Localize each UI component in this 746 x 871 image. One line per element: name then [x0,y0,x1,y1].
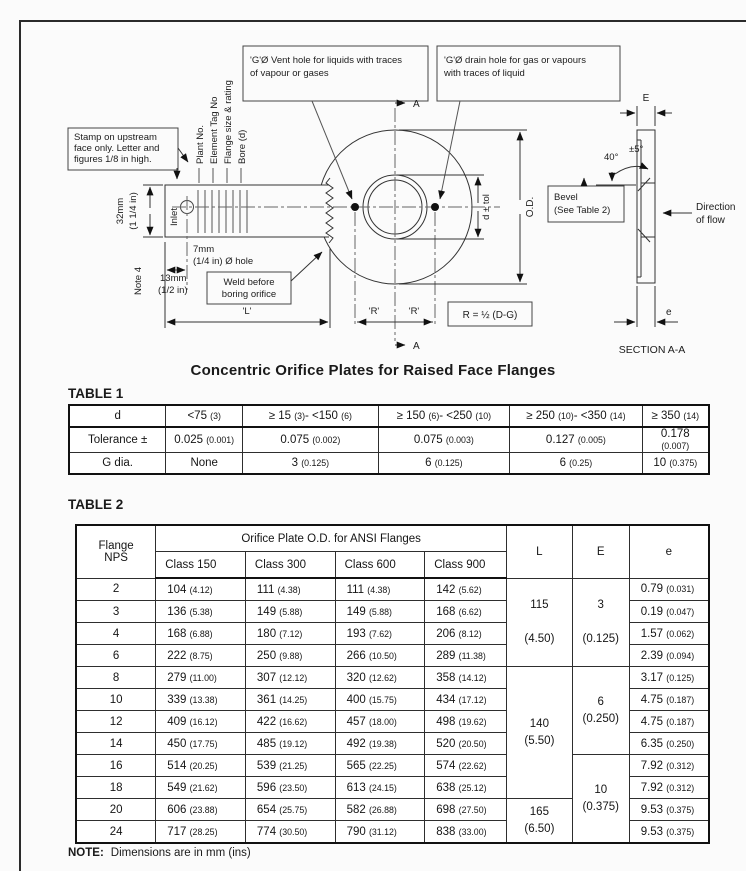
table2-body [76,578,709,843]
table2-nps-cell: 8 [76,667,156,689]
table2-nps-cell: 6 [76,645,156,667]
table2-nps-cell: 16 [76,755,156,777]
table2-od-cell: 409 (16.12) [156,711,246,733]
table2-e-cell: 0.79 (0.031) [629,578,709,601]
table-1 [68,404,710,475]
section-cut-arrows [395,103,405,345]
table2-nps-cell: 18 [76,777,156,799]
drain-callout-line2: with traces of liquid [444,68,525,79]
table2-nps-cell: 20 [76,799,156,821]
table-row [69,427,709,453]
table2-header-L: L [506,525,572,578]
table1-cell: ≥ 15 (3)- <150 (6) [243,405,379,427]
table2-header-class150: Class 150 [156,552,246,579]
table2-nps-cell: 10 [76,689,156,711]
r-formula-box [448,302,532,326]
page-title: Concentric Orifice Plates for Raised Face Flanges [190,362,556,379]
vent-callout-line1: 'G'Ø Vent hole for liquids with traces [250,55,403,66]
dim-E-label: E [642,93,650,104]
drain-callout-line1: 'G'Ø drain hole for gas or vapours [444,55,586,66]
note-line [68,847,251,859]
table2-od-cell: 565 (22.25) [335,755,425,777]
table-row [69,453,709,475]
flow-line2: of flow [696,215,725,226]
table2-E-cell: 10 (0.375) [572,755,629,844]
table2-od-cell: 279 (11.00) [156,667,246,689]
section-label: SECTION A-A [618,344,686,356]
table2-od-cell: 698 (27.50) [425,799,507,821]
table2-od-cell: 142 (5.62) [425,578,507,601]
table2-header [76,525,709,578]
table2-nps-cell: 14 [76,733,156,755]
table-row [76,578,709,601]
drain-hole-dot [431,203,439,211]
drain-callout [437,46,620,199]
note-label: NOTE: [68,847,104,859]
table2-e-cell: 7.92 (0.312) [629,777,709,799]
table2-od-cell: 613 (24.15) [335,777,425,799]
dim-R-right-label: 'R' [408,306,420,317]
table2-od-cell: 539 (21.25) [245,755,335,777]
stamp-note-line3: figures 1/8 in high. [74,154,152,165]
table2-od-cell: 596 (23.50) [245,777,335,799]
table1-row-label: G dia. [69,453,166,475]
table1-cell: <75 (3) [166,405,243,427]
dim-L-label: 'L' [242,306,252,317]
bevel-angle-label: 40° [604,152,619,163]
table2-header-od-group: Orifice Plate O.D. for ANSI Flanges [156,525,507,552]
table2-od-cell: 222 (8.75) [156,645,246,667]
table2-od-cell: 320 (12.62) [335,667,425,689]
table2-od-cell: 250 (9.88) [245,645,335,667]
table-row [69,405,709,427]
table2-e-cell: 9.53 (0.375) [629,821,709,844]
table2-od-cell: 136 (5.38) [156,601,246,623]
table2-od-cell: 606 (23.88) [156,799,246,821]
section-arrow-bottom-label: A [413,341,420,352]
table-row [76,755,709,777]
table2-header-class600: Class 600 [335,552,425,579]
table2-e-cell: 1.57 (0.062) [629,623,709,645]
dim-32mm [143,185,163,237]
table2-header-E: E [572,525,629,578]
table2-od-cell: 638 (25.12) [425,777,507,799]
table2-nps-cell: 4 [76,623,156,645]
dim-32mm-label: 32mm [115,197,126,225]
section-arrow-top-label: A [413,99,420,110]
table2-e-cell: 4.75 (0.187) [629,711,709,733]
table1-cell: 10 (0.375) [642,453,709,475]
label-plant-no: Plant No. [195,124,206,164]
hole-label-line2: (1/4 in) Ø hole [193,256,254,267]
table2-od-cell: 520 (20.50) [425,733,507,755]
table2-nps-cell: 2 [76,578,156,601]
vent-hole-dot [351,203,359,211]
table2-header-class300: Class 300 [245,552,335,579]
table2-e-cell: 7.92 (0.312) [629,755,709,777]
dim-d-tol-label: d ± tol [481,194,492,220]
table2-E-cell: 6 (0.250) [572,667,629,755]
table2-od-cell: 457 (18.00) [335,711,425,733]
table1-cell: ≥ 150 (6)- <250 (10) [378,405,510,427]
weld-note-line2: boring orifice [221,289,277,300]
table2-od-cell: 149 (5.88) [335,601,425,623]
dim-13mm-line1: 13mm [160,273,187,284]
table1-cell: ≥ 250 (10)- <350 (14) [510,405,643,427]
hole-label-line1: 7mm [193,244,215,255]
table-row [76,525,709,552]
table2-e-cell: 4.75 (0.187) [629,689,709,711]
dim-od-label: O.D. [525,196,536,218]
table2-od-cell: 361 (14.25) [245,689,335,711]
table2-nps-cell: 12 [76,711,156,733]
dim-32mm-label-in: (1 1/4 in) [128,192,139,230]
dim-E [620,106,672,126]
table2-header-flange-nps: Flange NPS [76,525,156,578]
table2-L-cell: 140 (5.50) [506,667,572,799]
table2-E-cell: 3 (0.125) [572,578,629,667]
note4-label: Note 4 [133,267,144,295]
table2-od-cell: 574 (22.62) [425,755,507,777]
table2-e-cell: 3.17 (0.125) [629,667,709,689]
table2-od-cell: 790 (31.12) [335,821,425,844]
table2-od-cell: 193 (7.62) [335,623,425,645]
label-flange-size: Flange size & rating [223,80,234,164]
table2-od-cell: 180 (7.12) [245,623,335,645]
table2-od-cell: 266 (10.50) [335,645,425,667]
bevel-note-line1: Bevel [554,192,578,203]
table2-od-cell: 206 (8.12) [425,623,507,645]
vent-callout [243,46,428,199]
table1-cell: 0.127 (0.005) [510,427,643,453]
table1-cell: 0.075 (0.002) [243,427,379,453]
stamp-note-callout [68,128,188,179]
table1-cell: 0.075 (0.003) [378,427,510,453]
table2-e-cell: 2.39 (0.094) [629,645,709,667]
r-formula-text: R = ½ (D-G) [462,310,518,321]
table2-od-cell: 838 (33.00) [425,821,507,844]
table2-nps-cell: 24 [76,821,156,844]
table2-od-cell: 774 (30.50) [245,821,335,844]
technical-drawing [0,0,746,360]
weld-note-line1: Weld before [223,277,275,288]
table1-cell: 6 (0.25) [510,453,643,475]
label-bore: Bore (d) [237,129,248,164]
table2-L-cell: 165 (6.50) [506,799,572,844]
table1-cell: 0.025 (0.001) [166,427,243,453]
table2-label: TABLE 2 [68,497,124,512]
table1-row-label: d [69,405,166,427]
label-element-tag: Element Tag No [209,96,220,164]
table1-row-label: Tolerance ± [69,427,166,453]
table2-od-cell: 149 (5.88) [245,601,335,623]
table2-od-cell: 422 (16.62) [245,711,335,733]
dim-R-left-label: 'R' [368,306,380,317]
table2-header-class900: Class 900 [425,552,507,579]
table1-label: TABLE 1 [68,386,124,401]
table2-od-cell: 549 (21.62) [156,777,246,799]
table2-od-cell: 450 (17.75) [156,733,246,755]
table2-od-cell: 654 (25.75) [245,799,335,821]
table1-cell: 0.178 (0.007) [642,427,709,453]
table2-od-cell: 582 (26.88) [335,799,425,821]
dim-od [399,130,527,284]
table2-header-e: e [629,525,709,578]
table1-cell: 6 (0.125) [378,453,510,475]
handle-tab [165,178,333,243]
table-row [76,667,709,689]
table2-od-cell: 168 (6.62) [425,601,507,623]
table1-cell: None [166,453,243,475]
flow-line1: Direction [696,202,736,213]
table1-cell: ≥ 350 (14) [642,405,709,427]
table2-L-cell: 115 (4.50) [506,578,572,667]
dim-e-label: e [666,307,672,318]
table2-od-cell: 400 (15.75) [335,689,425,711]
table2-od-cell: 168 (6.88) [156,623,246,645]
table2-od-cell: 498 (19.62) [425,711,507,733]
bevel-angle-tol-label: ±5° [629,144,644,155]
dim-13mm-line2: (1/2 in) [158,285,188,296]
table2-od-cell: 339 (13.38) [156,689,246,711]
table1-body [69,405,709,474]
stamp-field-labels [195,80,248,183]
table2-od-cell: 289 (11.38) [425,645,507,667]
stamp-note-line1: Stamp on upstream [74,132,157,143]
table2-od-cell: 111 (4.38) [335,578,425,601]
table2-e-cell: 0.19 (0.047) [629,601,709,623]
table1-cell: 3 (0.125) [243,453,379,475]
bevel-note-line2: (See Table 2) [554,205,611,216]
vent-callout-line2: of vapour or gases [250,68,329,79]
table2-od-cell: 358 (14.12) [425,667,507,689]
table2-e-cell: 9.53 (0.375) [629,799,709,821]
table2-od-cell: 717 (28.25) [156,821,246,844]
table2-od-cell: 307 (12.12) [245,667,335,689]
note-text: Dimensions are in mm (ins) [110,847,251,859]
table2-od-cell: 492 (19.38) [335,733,425,755]
table2-e-cell: 6.35 (0.250) [629,733,709,755]
table-2 [75,524,710,844]
stamp-note-line2: face only. Letter and [74,143,160,154]
table2-od-cell: 111 (4.38) [245,578,335,601]
table2-od-cell: 514 (20.25) [156,755,246,777]
inlet-label: Inlet [169,208,180,226]
table2-nps-cell: 3 [76,601,156,623]
table2-od-cell: 434 (17.12) [425,689,507,711]
table2-od-cell: 485 (19.12) [245,733,335,755]
table2-od-cell: 104 (4.12) [156,578,246,601]
